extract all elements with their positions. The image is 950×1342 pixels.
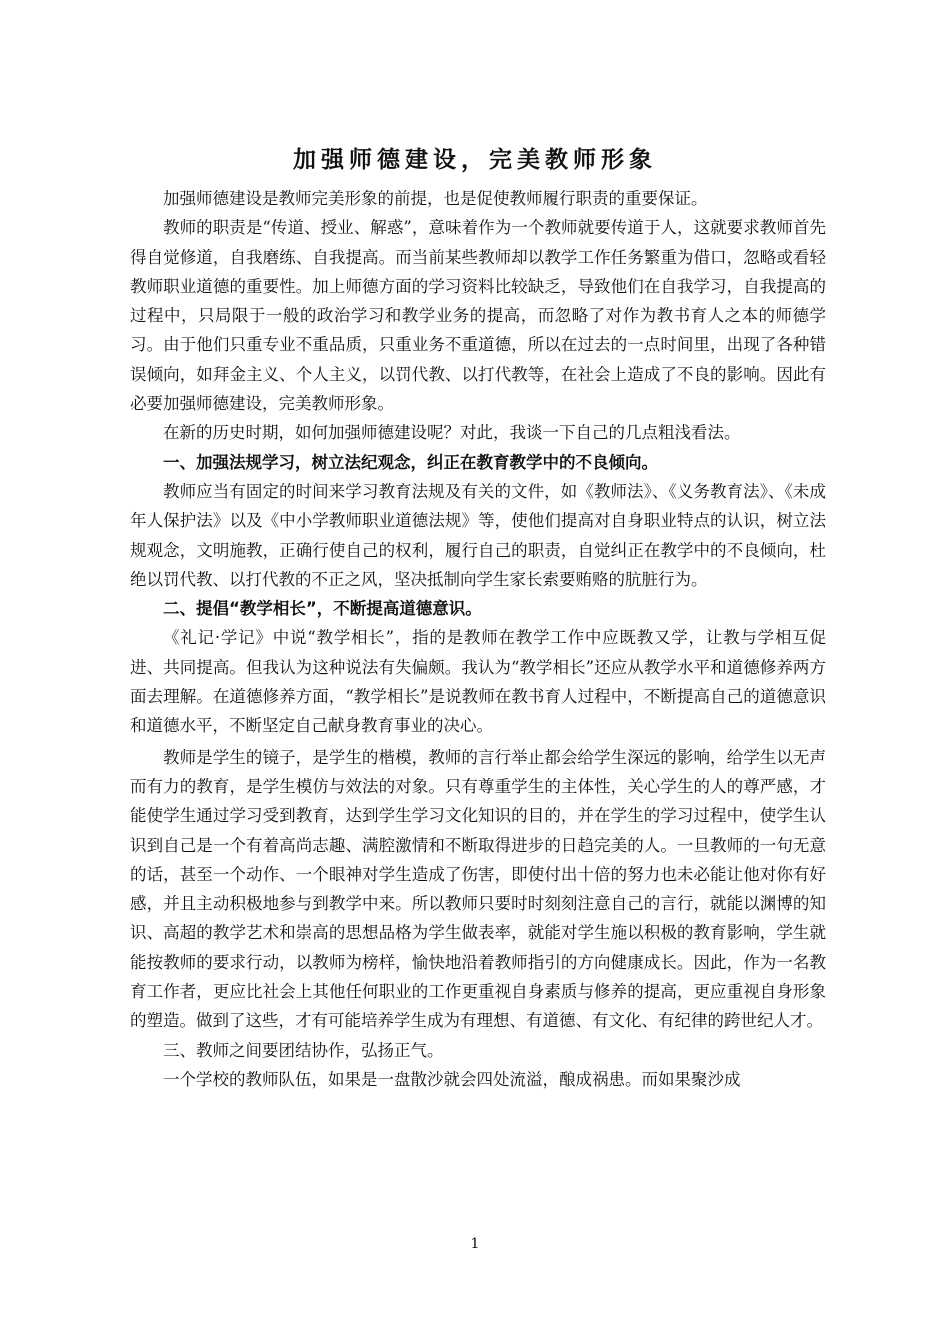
section-heading-plain: 三、教师之间要团结协作，弘扬正气。 bbox=[163, 1040, 444, 1060]
document-title: 加强师德建设，完美教师形象 bbox=[293, 146, 657, 173]
paragraph: 《礼记·学记》中说“教学相长”，指的是教师在教学工作中应既教又学，让教与学相互促进、共同提高。但我认为这种说法有失偏颇。我认为“教学相长”还应从教学水平和道德修养两方面去理解。在道德修养方面，“教学相长”是说教师在教书育人过程中，不断提高自己的道德意识和道德水平，不断坚定自己献身教育事业的决心。 bbox=[130, 628, 826, 736]
paragraph: 在新的历史时期，如何加强师德建设呢？对此，我谈一下自己的几点粗浅看法。 bbox=[163, 423, 741, 443]
paragraph: 一个学校的教师队伍，如果是一盘散沙就会四处流溢，酿成祸患。而如果聚沙成 bbox=[163, 1069, 741, 1089]
page-number: 1 bbox=[470, 1236, 480, 1252]
paragraph: 加强师德建设是教师完美形象的前提，也是促使教师履行职责的重要保证。 bbox=[163, 189, 708, 208]
paragraph: 教师应当有固定的时间来学习教育法规及有关的文件，如《教师法》、《义务教育法》、《未成年人保护法》以及《中小学教师职业道德法规》等，使他们提高对自身职业特点的认识，树立法规观念，文明施教，正确行使自己的权利，履行自己的职责，自觉纠正在教学中的不良倾向，杜绝以罚代教、以打代教的不正之风，坚决抵制向学生家长索要贿赂的肮脏行为。 bbox=[130, 481, 826, 589]
document-body bbox=[130, 184, 826, 1094]
paragraph: 教师是学生的镜子，是学生的楷模，教师的言行举止都会给学生深远的影响，给学生以无声而有力的教育，是学生模仿与效法的对象。只有尊重学生的主体性，关心学生的人的尊严感，才能使学生通过学习受到教育，达到学生学习文化知识的目的，并在学生的学习过程中，使学生认识到自己是一个有着高尚志趣、满腔激情和不断取得进步的日趋完美的人。一旦教师的一句无意的话，甚至一个动作、一个眼神对学生造成了伤害，即使付出十倍的努力也未必能让他对你有好感，并且主动积极地参与到教学中来。所以教师只要时时刻刻注意自己的言行，就能以渊博的知识、高超的教学艺术和崇高的思想品格为学生做表率，就能对学生施以积极的教育影响，学生就能按教师的要求行动，以教师为榜样，愉快地沿着教师指引的方向健康成长。因此，作为一名教育工作者，更应比社会上其他任何职业的工作更重视自身素质与修养的提高，更应重视自身形象的塑造。做到了这些，才有可能培养学生成为有理想、有道德、有文化、有纪律的跨世纪人才。 bbox=[130, 747, 826, 1031]
section-heading: 二、提倡“教学相长”，不断提高道德意识。 bbox=[163, 599, 482, 619]
section-heading: 一、加强法规学习，树立法纪观念，纠正在教育教学中的不良倾向。 bbox=[163, 452, 658, 472]
paragraph: 教师的职责是“传道、授业、解惑”，意味着作为一个教师就要传道于人，这就要求教师首先得自觉修道，自我磨练、自我提高。而当前某些教师却以教学工作任务繁重为借口，忽略或看轻教师职业道德的重要性。加上师德方面的学习资料比较缺乏，导致他们在自我学习，自我提高的过程中，只局限于一般的政治学习和教学业务的提高，而忽略了对作为教书育人之本的师德学习。由于他们只重专业不重品质，只重业务不重道德，所以在过去的一点时间里，出现了各种错误倾向，如拜金主义、个人主义，以罚代教、以打代教等，在社会上造成了不良的影响。因此有必要加强师德建设，完美教师形象。 bbox=[130, 218, 826, 414]
